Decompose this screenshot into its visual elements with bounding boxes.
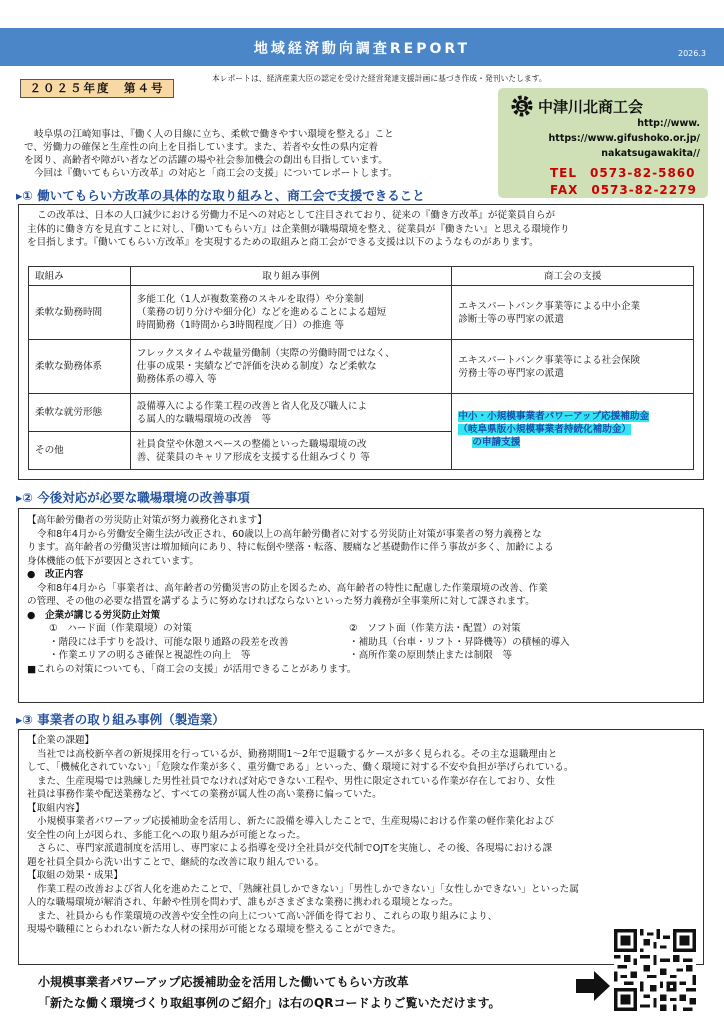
- table-cell: エキスパートバンク事業等による社会保険 労務士等の専門家の派遣: [452, 340, 694, 394]
- body-line: 主体的に働き方を見直すことに対し、『働いてもらい方』は企業側が職場環境を整え、従業員が『働きたい』と思える環境作り: [27, 223, 570, 235]
- table-row: [29, 394, 694, 432]
- body-line: 【企業の課題】: [27, 735, 95, 746]
- footer-text: [38, 973, 501, 1011]
- body-line: 現場や職種にとらわれない新たな人材の採用が可能となる環境を整えることができた。: [27, 924, 402, 935]
- body-line: を目指します。『働いてもらい方改革』を実現するための取組みと商工会ができる支援は以下のようなものがあります。: [27, 237, 539, 248]
- table-cell-highlight: 中小・小規模事業者パワーアップ応援補助金 （岐阜県版小規模事業者持続化補助金） の申請支援: [452, 394, 694, 470]
- table-cell: 多能工化（1人が複数業務のスキルを取得）や分業制 （業務の切り分けや細分化）などを進めることによる超短 時間勤務（1時間から3時間程度／日）の推進 等: [130, 286, 452, 340]
- intro-text: [24, 128, 398, 180]
- table-header: 取り組み事例: [130, 267, 452, 286]
- body-line: 当社では高校新卒者の新規採用を行っているが、勤務期間1～2年で退職するケースが多く見られる。その主な退職理由と: [37, 748, 558, 760]
- body-line: 人的な職場環境が解消され、年齢や性別を問わず、誰もがさまざまな業務に携われる環境となった。: [27, 897, 459, 908]
- body-line: 作業工程の改善および省人化を進めたことで、「熟練社員しかできない」「男性しかできない」「女性しかできない」といった属: [37, 883, 579, 895]
- intro-line: 岐阜県の江崎知事は、『働く人の目線に立ち、柔軟で働きやすい環境を整える』こと: [34, 129, 394, 140]
- publication-note: 本レポートは、経済産業大臣の認定を受けた経営発達支援計画に基づき作成・発刊いたします。: [212, 74, 547, 83]
- body-line: 【取組の効果・成果】: [27, 870, 123, 881]
- chamber-url-line[interactable]: http://www.: [637, 118, 700, 129]
- table-cell: その他: [29, 432, 131, 470]
- body-line: ■これらの対策についても、「商工会の支援」が活用できることがあります。: [27, 663, 357, 675]
- body-line: 令和8年4月から「事業者は、高年齢者の労働災害の防止を図るため、高年齢者の特性に配慮した作業環境の改善、作業: [37, 582, 548, 594]
- body-line: 身体機能の低下が要因とされています。: [27, 555, 199, 567]
- chamber-fax: FAX 0573-82-2279: [550, 183, 697, 197]
- body-line: また、生産現場では熟練した男性社員でなければ対応できない工程や、男性に限定されている作業が存在しており、女性: [37, 775, 555, 787]
- body-line: 安全性の向上が図られ、多能工化への取り組みが可能となった。: [27, 829, 306, 841]
- body-line: さらに、専門家派遣制度を活用し、専門家による指導を受け全社員が交代制でOJTを実施し、その後、各現場における課: [37, 843, 553, 854]
- section-3-box: [18, 729, 704, 965]
- intro-line: で、労働力の確保と生産性の向上を目指しています。また、若者や女性の県内定着: [24, 142, 379, 153]
- table-cell: 設備導入による作業工程の改善と省人化及び職人によ る属人的な職場環境の改善 等: [130, 394, 452, 432]
- soft-measures: ② ソフト面（作業方法・配置）の対策 ・補助具（台車・リフト・昇降機等）の積極的導入 ・高所作業の原則禁止または制限 等: [349, 623, 570, 661]
- gear-icon: [510, 94, 534, 118]
- body-line: して、「機械化されていない」「危険な作業が多く、重労働である」といった、働く環境に対する不安や負担が挙げられている。: [27, 762, 574, 773]
- measures-table: [28, 266, 694, 470]
- body-line: 【高年齢労働者の労災防止対策が努力義務化されます】: [27, 515, 267, 526]
- chamber-name: 中津川北商工会: [538, 98, 644, 116]
- body-line: ● 改正内容: [27, 569, 84, 580]
- report-date: 2026.3: [678, 49, 706, 58]
- section-2-title: ▸② 今後対応が必要な職場環境の改善事項: [16, 490, 250, 505]
- qr-code[interactable]: [614, 929, 696, 1011]
- header-banner: [0, 28, 724, 66]
- footer-line: 「新たな働く環境づくり取組事例のご紹介」は右のQRコードよりご覧いただけます。: [38, 996, 501, 1010]
- body-line: この改革は、日本の人口減少における労働力不足への対応として注目されており、従来の『働き方改革』が従業員自らが: [37, 210, 556, 221]
- body-line: 令和8年4月から労働安全衛生法が改正され、60歳以上の高年齢労働者に対する労災防止対策が事業者の努力義務とな: [37, 528, 542, 540]
- section-3-title: ▸③ 事業者の取り組み事例（製造業）: [16, 712, 225, 727]
- section-1-body: [27, 209, 570, 250]
- body-line: 小規模事業者パワーアップ応援補助金を活用し、新たに設備を導入したことで、生産現場における作業の軽作業化および: [37, 816, 554, 827]
- body-line: 【取組内容】: [27, 802, 85, 814]
- measures-columns: [27, 622, 570, 663]
- section-2-body: [27, 514, 570, 676]
- body-line: ります。高年齢者の労働災害は増加傾向にあり、特に転倒や墜落・転落、腰痛など基礎動作に伴う事故が多く、加齢による: [27, 542, 554, 553]
- body-line: また、社員からも作業環境の改善や安全性の向上について高い評価を得ており、これらの取り組みにより、: [37, 910, 498, 922]
- table-cell: 柔軟な就労形態: [29, 394, 131, 432]
- body-line: ● 企業が講じる労災防止対策: [27, 609, 161, 621]
- chamber-url-line[interactable]: https://www.gifushoko.or.jp/: [548, 133, 700, 144]
- report-title: 地域経済動向調査REPORT: [253, 41, 471, 57]
- section-3-body: [27, 734, 579, 937]
- body-line: の管理、その他の必要な措置を講ずるように努めなければならないといった努力義務が全事業所に対して課されます。: [27, 596, 535, 607]
- table-header: 取組み: [29, 267, 131, 286]
- table-header-row: [29, 267, 694, 286]
- body-line: 題を社員全員から洗い出すことで、継続的な改善に取り組んでいる。: [27, 856, 325, 868]
- intro-line: を図り、高齢者や障がい者などの活躍の場や社会参加機会の創出も目指しています。: [24, 155, 388, 166]
- section-1-title: ▸① 働いてもらい方改革の具体的な取り組みと、商工会で支援できること: [16, 188, 425, 203]
- chamber-info-box: [498, 88, 708, 198]
- intro-line: 今回は『働いてもらい方改革』の対応と「商工会の支援」についてレポートします。: [34, 168, 398, 179]
- table-cell: フレックスタイムや裁量労働制（実際の労働時間ではなく、 仕事の成果・実績などで評価を決める制度）など柔軟な 勤務体系の導入 等: [130, 340, 452, 394]
- table-row: [29, 286, 694, 340]
- arrow-right-icon: [576, 971, 610, 1001]
- chamber-tel: TEL 0573-82-5860: [550, 166, 696, 180]
- section-2-box: [18, 508, 704, 703]
- table-cell: エキスパートバンク事業等による中小企業 診断士等の専門家の派遣: [452, 286, 694, 340]
- issue-label: ２０２５年度 第４号: [20, 79, 174, 98]
- footer-line: 小規模事業者パワーアップ応援補助金を活用した働いてもらい方改革: [38, 975, 409, 989]
- chamber-url-line[interactable]: nakatsugawakita//: [601, 148, 700, 159]
- table-cell: 社員食堂や休憩スペースの整備といった職場環境の改 善、従業員のキャリア形成を支援する仕組みづくり 等: [130, 432, 452, 470]
- table-cell: 柔軟な勤務体系: [29, 340, 131, 394]
- table-cell: 柔軟な勤務時間: [29, 286, 131, 340]
- table-header: 商工会の支援: [452, 267, 694, 286]
- hard-measures: ① ハード面（作業環境）の対策 ・階段には手すりを設け、可能な限り通路の段差を改善 ・作業エリアの明るさ確保と視認性の向上 等: [49, 623, 289, 661]
- body-line: 社員は事務作業や配送業務など、すべての業務が属人性の高い業務に偏っていた。: [27, 789, 382, 800]
- table-row: [29, 340, 694, 394]
- svg-text:S: S: [518, 102, 526, 113]
